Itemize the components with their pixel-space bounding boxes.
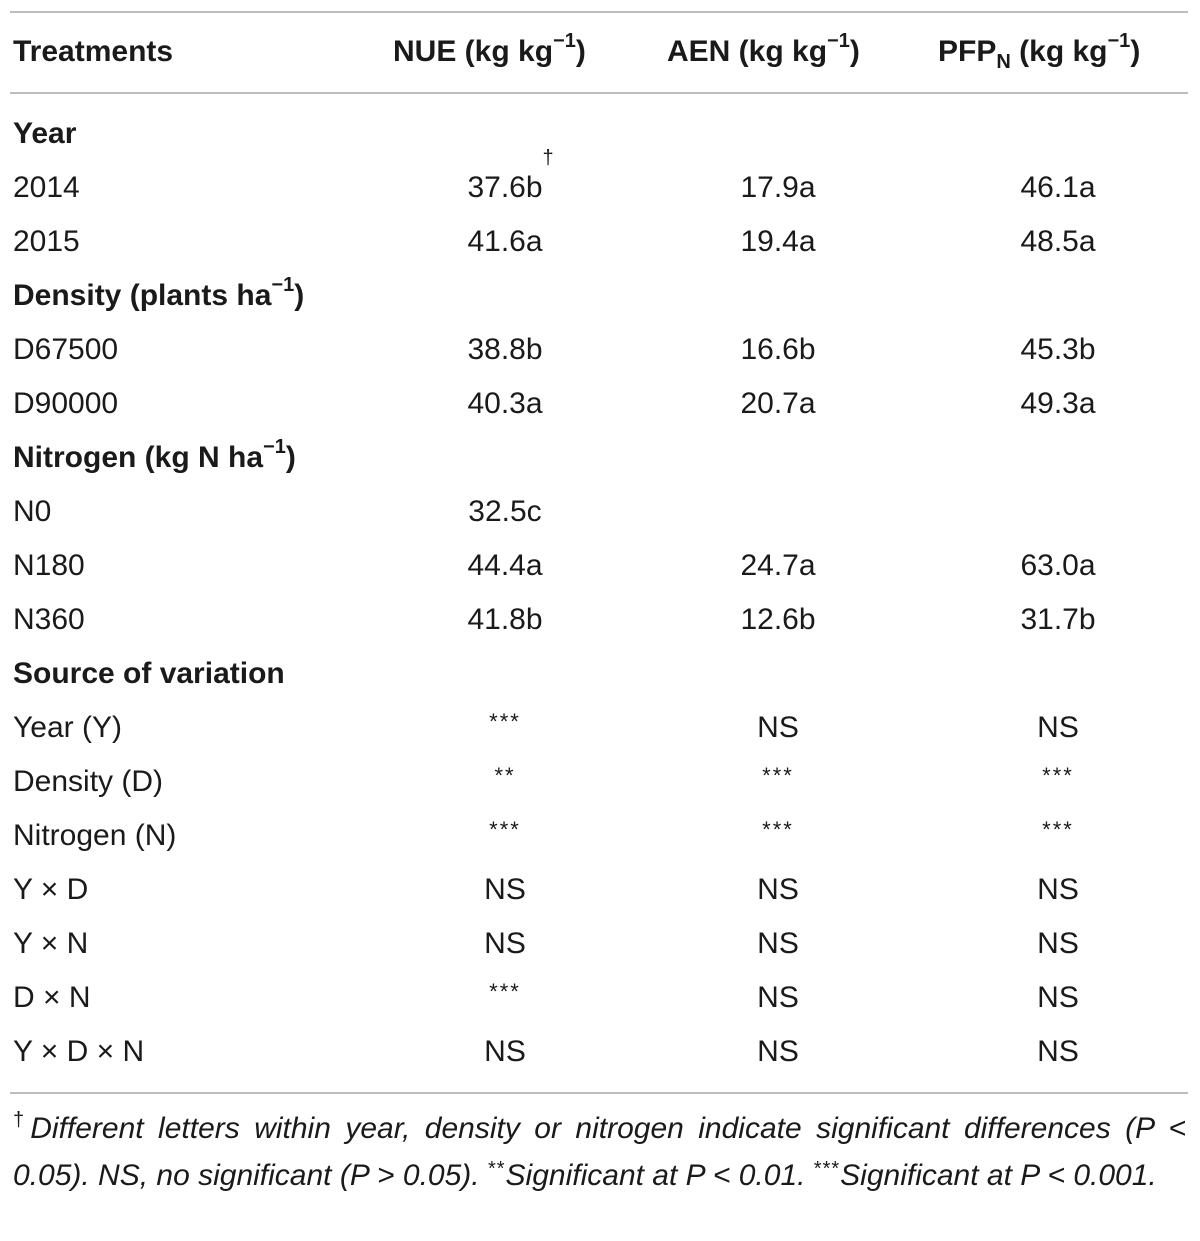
row-label: Y × N <box>13 927 89 960</box>
table-row <box>0 539 1200 593</box>
cell-aen: NS <box>757 1035 799 1068</box>
cell-pfp: NS <box>1037 981 1079 1014</box>
cell-nue: ** <box>494 763 516 788</box>
cell-pfp: 63.0a <box>1020 549 1096 582</box>
cell-pfp: NS <box>1037 873 1079 906</box>
cell-aen: 16.6b <box>740 333 816 366</box>
cell-pfp: *** <box>1042 817 1074 842</box>
cell-aen: NS <box>757 981 799 1014</box>
cell-nue: *** <box>489 979 521 1004</box>
table-row <box>0 701 1200 755</box>
cell-aen: 12.6b <box>740 603 816 636</box>
cell-nue: NS <box>484 927 526 960</box>
cell-aen: NS <box>757 873 799 906</box>
section-label: Nitrogen (kg N $ha^{-1}$) <box>13 436 296 474</box>
table-row <box>0 485 1200 539</box>
section-source <box>0 647 1200 701</box>
cell-nue: 41.8b <box>467 603 543 636</box>
table-footnote: †Different letters within year, density or nitrogen indicate significant differences (P < 0.05). NS, no significant (P > 0.05). **Significant at P < 0.01. ***Significant at P < 0.001. <box>13 1109 1186 1192</box>
cell-pfp: NS <box>1037 711 1079 744</box>
row-label: D67500 <box>13 333 119 366</box>
table-row <box>0 593 1200 647</box>
cell-pfp: 48.5a <box>1020 225 1096 258</box>
table-row <box>0 323 1200 377</box>
cell-nue: 44.4a <box>467 549 543 582</box>
cell-pfp: 46.1a <box>1020 171 1096 204</box>
row-label: N0 <box>13 495 52 528</box>
table-row <box>0 755 1200 809</box>
cell-pfp <box>938 485 1178 539</box>
table-row <box>0 917 1200 971</box>
cell-nue: NS <box>484 1035 526 1068</box>
header-treatments: Treatments <box>13 35 174 68</box>
table-row <box>0 215 1200 269</box>
cell-nue: NS <box>484 873 526 906</box>
cell-aen: 19.4a <box>740 225 816 258</box>
section-label: Density (plants $ha^{-1}$) <box>13 274 305 312</box>
header-nue: NUE (kg $kg^{-1}$) <box>393 30 586 68</box>
row-label: Density (D) <box>13 765 164 798</box>
cell-pfp: 49.3a <box>1020 387 1096 420</box>
cell-nue: 37.6b † <box>467 147 554 204</box>
cell-nue: 41.6a <box>467 225 543 258</box>
cell-aen: 20.7a <box>740 387 816 420</box>
cell-aen <box>658 485 898 539</box>
section-label: Year <box>13 117 77 150</box>
top-rule <box>10 11 1188 13</box>
table-row <box>0 971 1200 1025</box>
section-label: Source of variation <box>13 657 285 690</box>
cell-aen: NS <box>757 711 799 744</box>
section-nitrogen <box>0 431 1200 485</box>
cell-pfp: 31.7b <box>1020 603 1096 636</box>
cell-pfp: NS <box>1037 927 1079 960</box>
header-rule <box>10 92 1188 94</box>
cell-nue: 38.8b <box>467 333 543 366</box>
row-label: N180 <box>13 549 85 582</box>
header-aen: AEN (kg $kg^{-1}$) <box>667 30 860 68</box>
cell-aen: 17.9a <box>740 171 816 204</box>
cell-nue: *** <box>489 817 521 842</box>
row-label: 2015 <box>13 225 80 258</box>
table-row <box>0 147 1200 215</box>
cell-nue: 32.5c <box>468 495 542 528</box>
header-pfp: $PFP_N$ (kg $kg^{-1}$) <box>938 30 1141 73</box>
cell-nue: 40.3a <box>467 387 543 420</box>
cell-aen: *** <box>762 817 794 842</box>
row-label: Y × D <box>13 873 89 906</box>
cell-aen: 24.7a <box>740 549 816 582</box>
row-label: Nitrogen (N) <box>13 819 177 852</box>
cell-aen: NS <box>757 927 799 960</box>
cell-aen: *** <box>762 763 794 788</box>
cell-pfp: 45.3b <box>1020 333 1096 366</box>
row-label: Y × D × N <box>13 1035 145 1068</box>
table-row <box>0 863 1200 917</box>
cell-pfp: NS <box>1037 1035 1079 1068</box>
row-label: D × N <box>13 981 91 1014</box>
section-density <box>0 269 1200 323</box>
table-row <box>0 377 1200 431</box>
row-label: N360 <box>13 603 85 636</box>
table-row <box>0 1025 1200 1079</box>
cell-nue: *** <box>489 709 521 734</box>
bottom-rule <box>10 1092 1188 1094</box>
row-label: 2014 <box>13 171 80 204</box>
cell-pfp: *** <box>1042 763 1074 788</box>
table-row <box>0 809 1200 863</box>
row-label: D90000 <box>13 387 119 420</box>
section-year <box>0 107 1200 161</box>
row-label: Year (Y) <box>13 711 122 744</box>
header-row <box>0 25 1200 79</box>
